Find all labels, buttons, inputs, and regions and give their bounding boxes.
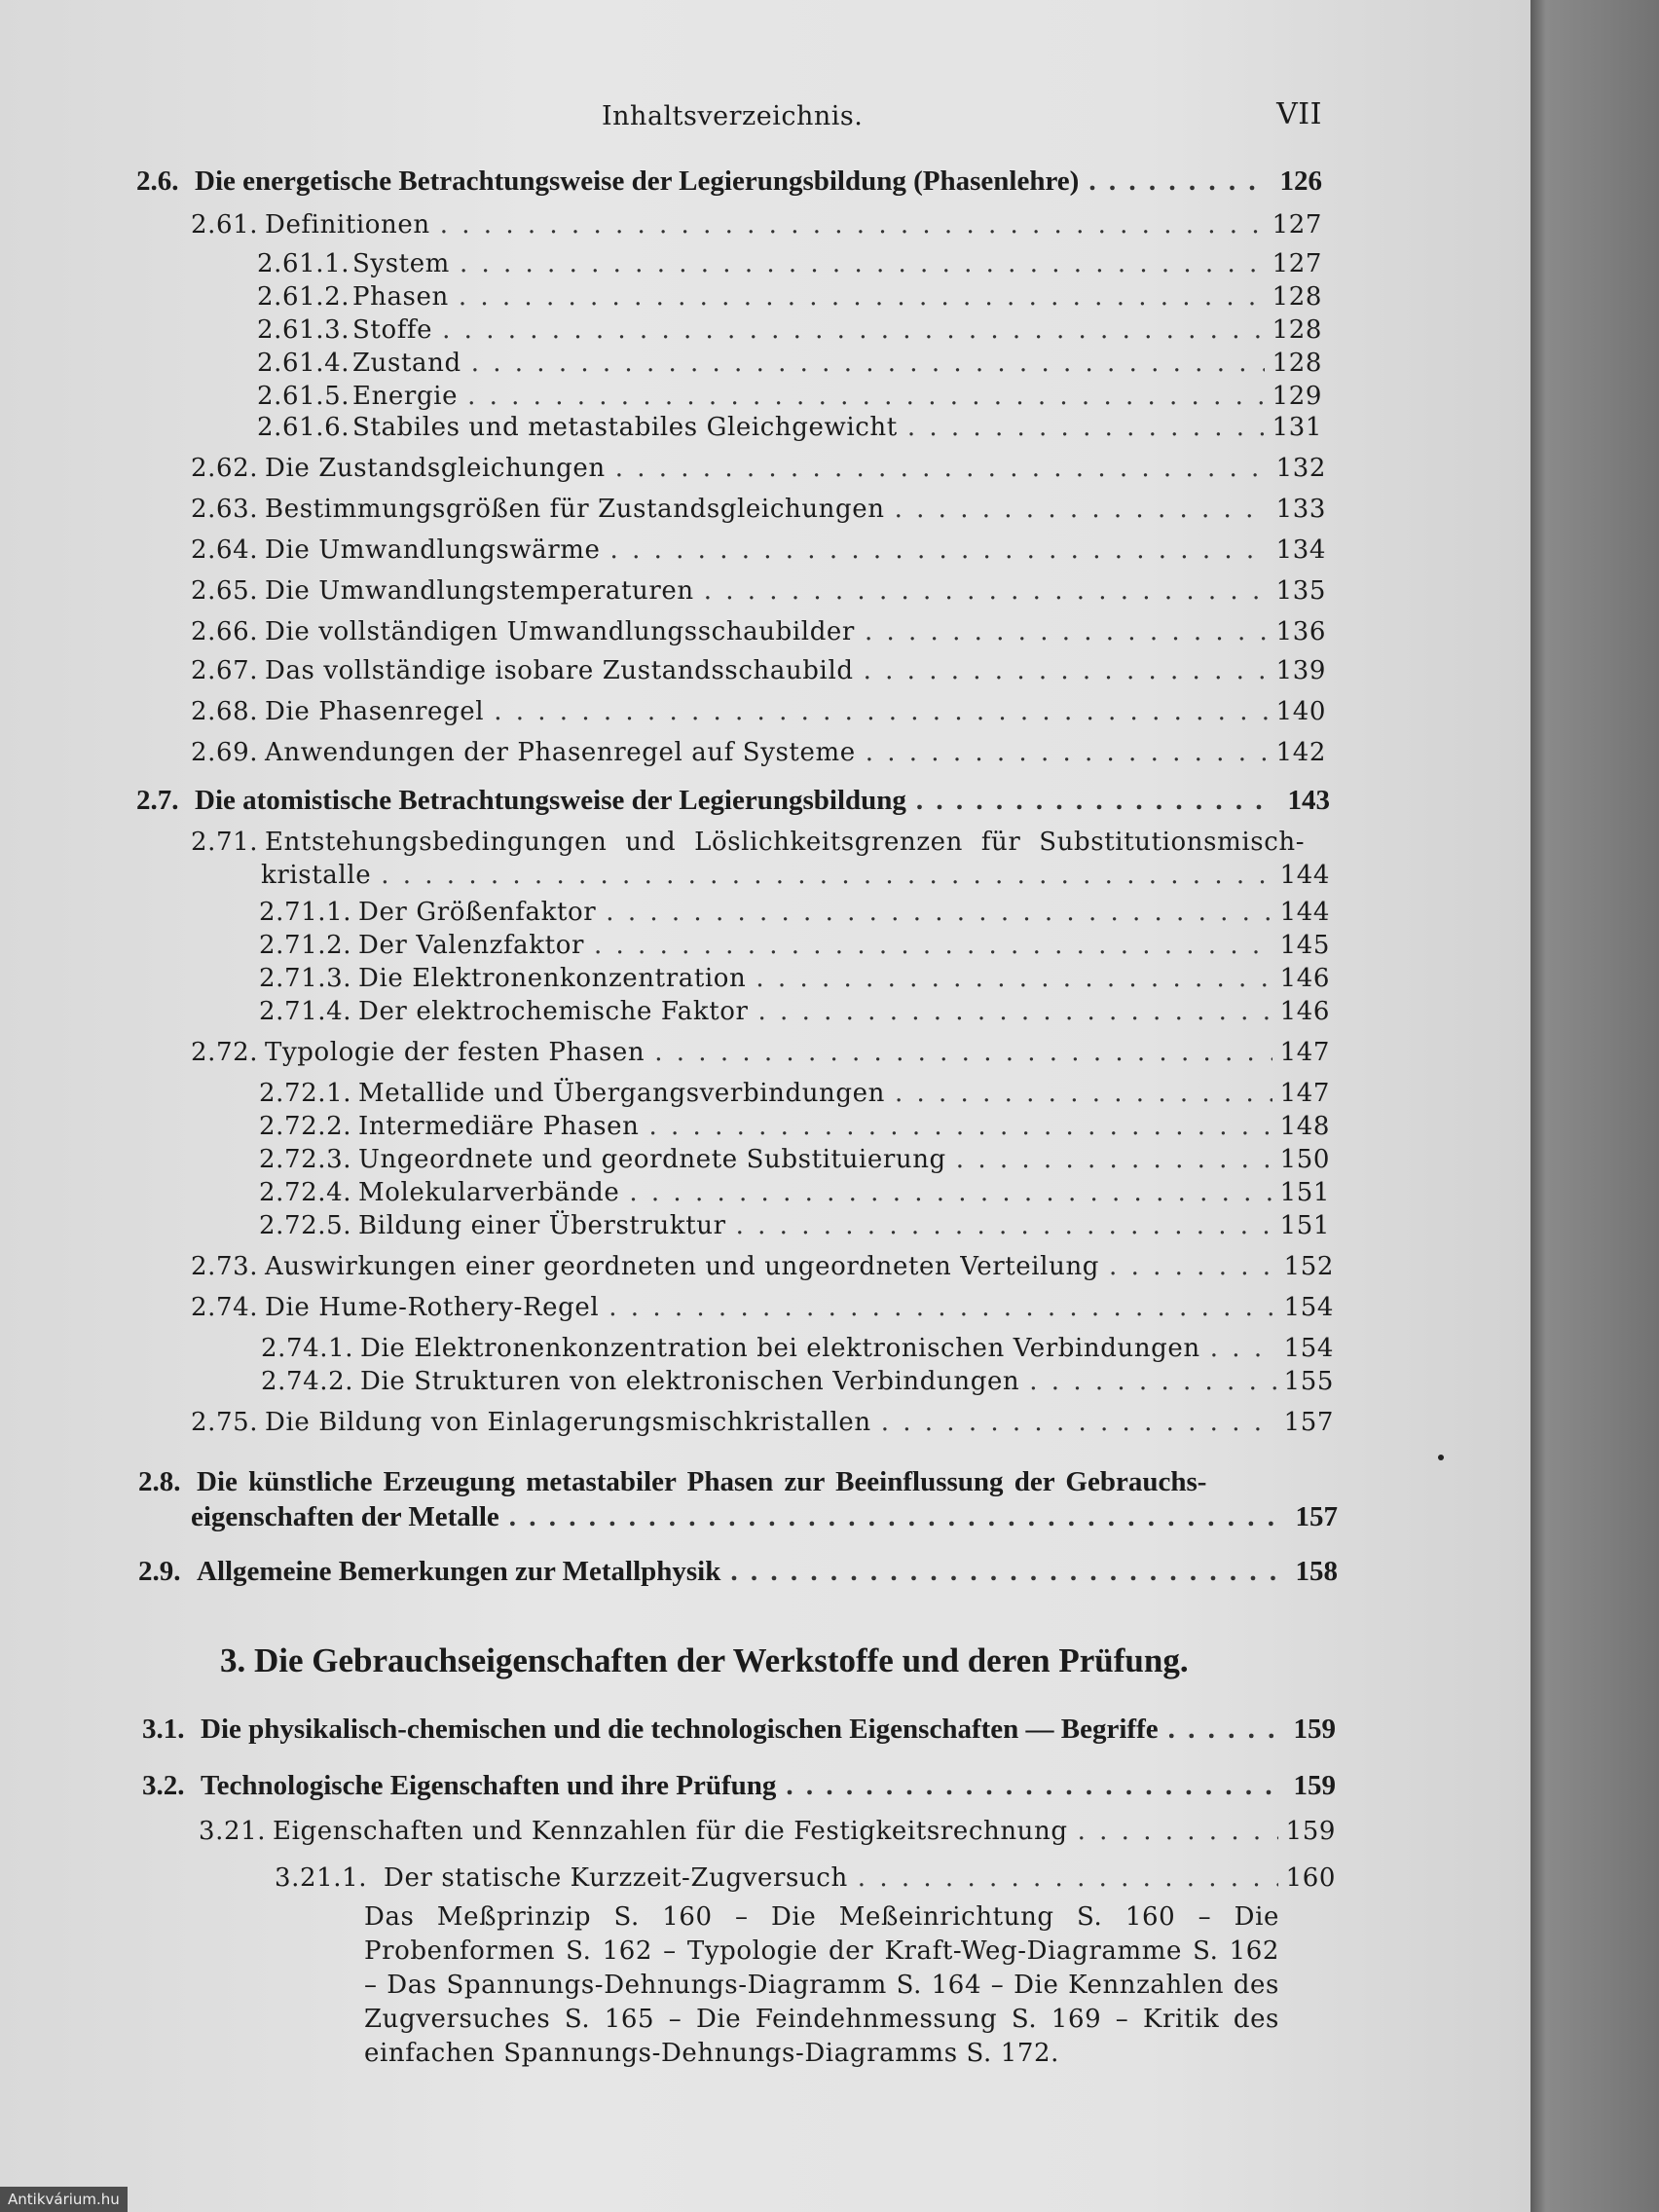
- dot-leader: [440, 210, 1265, 240]
- toc-title: Molekularverbände: [358, 1178, 620, 1207]
- dot-leader: [907, 413, 1265, 442]
- toc-entry-2-9: [138, 1556, 1338, 1588]
- toc-title: Metallide und Übergangsverbindungen: [358, 1079, 885, 1108]
- header-page-number: VII: [1276, 97, 1322, 131]
- toc-title: Zustand: [352, 349, 461, 378]
- toc-page: 129: [1272, 382, 1322, 411]
- toc-title: Die Phasenregel: [265, 697, 485, 726]
- toc-entry-2-72-5: [259, 1211, 1330, 1240]
- toc-entry-3-2: [142, 1770, 1336, 1802]
- dot-leader: [459, 282, 1265, 312]
- toc-title: Phasen: [352, 282, 449, 312]
- toc-entry-2-68: [191, 697, 1326, 726]
- toc-title: Die künstliche Erzeugung metastabiler Phasen zur Beeinflussung der Gebrauchs-: [197, 1466, 1207, 1497]
- toc-page: 152: [1283, 1252, 1334, 1281]
- toc-page: 154: [1283, 1334, 1334, 1363]
- toc-page: 151: [1279, 1178, 1330, 1207]
- dot-leader: [786, 1770, 1281, 1802]
- toc-title: Die atomistische Betrachtungsweise der Legierungsbildung: [195, 785, 906, 816]
- toc-page: 136: [1275, 617, 1326, 646]
- toc-page: 160: [1285, 1863, 1336, 1893]
- toc-page: 128: [1272, 315, 1322, 345]
- toc-number: 2.7.: [136, 785, 179, 816]
- toc-number: 2.72.3.: [259, 1145, 352, 1174]
- dot-leader: [494, 697, 1268, 726]
- toc-entry-2-74-2: [261, 1367, 1334, 1396]
- toc-title: Die Bildung von Einlagerungsmischkristallen: [265, 1408, 871, 1437]
- toc-entry-2-74: [191, 1293, 1334, 1322]
- toc-page: 132: [1275, 454, 1326, 483]
- dot-leader: [1210, 1334, 1276, 1363]
- toc-number: 2.75.: [191, 1408, 259, 1437]
- running-header: [0, 95, 1530, 134]
- chapter-heading: 3. Die Gebrauchseigenschaften der Werkstoffe und deren Prüfung.: [220, 1641, 1189, 1679]
- toc-number: 3.21.: [199, 1817, 267, 1846]
- toc-entry-2-61-4: [257, 349, 1322, 378]
- toc-title: Definitionen: [265, 210, 430, 240]
- toc-number: 2.71.4.: [259, 997, 352, 1026]
- toc-entry-2-71-1: [259, 898, 1330, 927]
- toc-title: Ungeordnete und geordnete Substituierung: [358, 1145, 946, 1174]
- toc-entry-2-65: [191, 576, 1326, 606]
- toc-entry-2-72-3: [259, 1145, 1330, 1174]
- toc-entry-2-63: [191, 495, 1326, 524]
- ink-speck: [1438, 1455, 1444, 1460]
- dot-leader: [736, 1211, 1272, 1240]
- dot-leader: [756, 964, 1272, 993]
- toc-entry-2-67: [191, 656, 1326, 685]
- toc-number: 2.61.5.: [257, 382, 350, 411]
- toc-number: 2.67.: [191, 656, 259, 685]
- toc-entry-2-61-3: [257, 315, 1322, 345]
- toc-page: 133: [1275, 495, 1326, 524]
- toc-title-continuation: kristalle: [261, 861, 372, 890]
- toc-entry-2-62: [191, 454, 1326, 483]
- toc-page: 128: [1272, 349, 1322, 378]
- toc-title: Anwendungen der Phasenregel auf Systeme: [265, 738, 856, 767]
- toc-entry-2-61-6: [257, 413, 1322, 442]
- dot-leader: [654, 1038, 1272, 1067]
- dot-leader: [758, 997, 1272, 1026]
- toc-title: Entstehungsbedingungen und Löslichkeitsgrenzen für Substitutionsmisch-: [265, 828, 1306, 857]
- toc-number: 2.61.: [191, 210, 259, 240]
- dot-leader: [460, 249, 1265, 278]
- toc-page: 139: [1275, 656, 1326, 685]
- toc-number: 2.61.3.: [257, 315, 350, 345]
- dot-leader: [381, 861, 1272, 890]
- toc-number: 2.69.: [191, 738, 259, 767]
- toc-entry-2-6: [136, 166, 1322, 198]
- toc-entry-2-61-1: [257, 249, 1322, 278]
- toc-title: Typologie der festen Phasen: [265, 1038, 645, 1067]
- toc-title: Eigenschaften und Kennzahlen für die Festigkeitsrechnung: [273, 1817, 1068, 1846]
- toc-number: 2.68.: [191, 697, 259, 726]
- toc-number: 2.61.2.: [257, 282, 350, 312]
- toc-page: 134: [1275, 535, 1326, 565]
- toc-number: 2.74.1.: [261, 1334, 354, 1363]
- toc-entry-2-71-2: [259, 931, 1330, 960]
- toc-entry-2-8-continuation: [191, 1501, 1338, 1533]
- toc-entry-2-72-1: [259, 1079, 1330, 1108]
- toc-entry-2-8: [138, 1466, 1338, 1498]
- toc-page: 140: [1275, 697, 1326, 726]
- toc-page: 159: [1285, 1817, 1336, 1846]
- toc-page: 146: [1279, 964, 1330, 993]
- dot-leader: [594, 931, 1272, 960]
- dot-leader: [1088, 166, 1268, 198]
- toc-page: 142: [1275, 738, 1326, 767]
- toc-entry-3-21: [199, 1817, 1336, 1846]
- dot-leader: [1029, 1367, 1275, 1396]
- watermark: Antikvárium.hu: [0, 2187, 128, 2212]
- toc-page: 146: [1279, 997, 1330, 1026]
- dot-leader: [730, 1556, 1283, 1588]
- toc-title: Stabiles und metastabiles Gleichgewicht: [352, 413, 898, 442]
- toc-entry-2-72-4: [259, 1178, 1330, 1207]
- toc-title: Der Valenzfaktor: [358, 931, 584, 960]
- toc-entry-2-72-2: [259, 1112, 1330, 1141]
- toc-page: 135: [1275, 576, 1326, 606]
- toc-entry-2-61-5: [257, 382, 1322, 411]
- toc-number: 2.71.1.: [259, 898, 352, 927]
- toc-title: Auswirkungen einer geordneten und ungeordneten Verteilung: [265, 1252, 1100, 1281]
- toc-entry-2-72: [191, 1038, 1330, 1067]
- toc-page: 147: [1279, 1038, 1330, 1067]
- toc-title: Bildung einer Überstruktur: [358, 1211, 726, 1240]
- toc-number: 2.72.5.: [259, 1211, 352, 1240]
- toc-number: 2.71.3.: [259, 964, 352, 993]
- dot-leader: [615, 454, 1269, 483]
- toc-page: 148: [1279, 1112, 1330, 1141]
- toc-number: 2.61.1.: [257, 249, 350, 278]
- toc-title: Die Elektronenkonzentration bei elektronischen Verbindungen: [360, 1334, 1200, 1363]
- toc-number: 2.61.4.: [257, 349, 350, 378]
- toc-entry-2-74-1: [261, 1334, 1334, 1363]
- toc-number: 2.74.2.: [261, 1367, 354, 1396]
- toc-entry-3-21-1: [275, 1863, 1336, 1893]
- dot-leader: [895, 1079, 1272, 1108]
- toc-page: 128: [1272, 282, 1322, 312]
- dot-leader: [606, 898, 1272, 927]
- toc-entry-2-75: [191, 1408, 1334, 1437]
- toc-number: 2.65.: [191, 576, 259, 606]
- toc-title: Der Größenfaktor: [358, 898, 597, 927]
- toc-page: 147: [1279, 1079, 1330, 1108]
- toc-number: 2.8.: [138, 1466, 181, 1497]
- toc-page: 144: [1279, 898, 1330, 927]
- toc-entry-2-71-4: [259, 997, 1330, 1026]
- toc-number: 2.72.4.: [259, 1178, 352, 1207]
- toc-number: 2.61.6.: [257, 413, 350, 442]
- toc-number: 2.9.: [138, 1556, 181, 1587]
- toc-number: 3.2.: [142, 1770, 185, 1801]
- toc-entry-2-66: [191, 617, 1326, 646]
- toc-page: 159: [1293, 1714, 1336, 1745]
- toc-title: Die physikalisch-chemischen und die technologischen Eigenschaften — Begriffe: [201, 1714, 1159, 1745]
- dot-leader: [442, 315, 1264, 345]
- dot-leader: [509, 1501, 1283, 1533]
- dot-leader: [467, 382, 1264, 411]
- dot-leader: [471, 349, 1265, 378]
- toc-entry-2-64: [191, 535, 1326, 565]
- toc-title-continuation: eigenschaften der Metalle: [191, 1501, 499, 1532]
- toc-page: 155: [1283, 1367, 1334, 1396]
- dot-leader: [858, 1863, 1278, 1893]
- toc-page: 145: [1279, 931, 1330, 960]
- subsection-summary: Das Meßprinzip S. 160 – Die Meßeinrichtung S. 160 – Die Probenformen S. 162 – Typologie der Kraft-Weg-Diagramme S. 162 – Das Spannungs-Dehnungs-Diagramm S. 164 – Die Kennzahlen des Zugversuches S. 165 – Die Feindehnmessung S. 169 – Kritik des einfachen Spannungs-Dehnungs-Diagramms S. 172.: [364, 1902, 1279, 2068]
- toc-number: 3.21.1.: [275, 1863, 368, 1893]
- toc-page: 150: [1279, 1145, 1330, 1174]
- dot-leader: [704, 576, 1269, 606]
- toc-entry-2-71: [191, 828, 1330, 857]
- toc-title: Der statische Kurzzeit-Zugversuch: [384, 1863, 848, 1893]
- toc-title: Die Zustandsgleichungen: [265, 454, 606, 483]
- toc-number: 2.66.: [191, 617, 259, 646]
- toc-number: 2.74.: [191, 1293, 259, 1322]
- toc-entry-3-1: [142, 1714, 1336, 1746]
- toc-entry-2-71-3: [259, 964, 1330, 993]
- toc-title: Technologische Eigenschaften und ihre Prüfung: [201, 1770, 777, 1801]
- dot-leader: [895, 495, 1269, 524]
- toc-title: Die Elektronenkonzentration: [358, 964, 747, 993]
- dot-leader: [881, 1408, 1276, 1437]
- toc-title: Das vollständige isobare Zustandsschaubild: [265, 656, 854, 685]
- toc-entry-2-7: [136, 785, 1330, 817]
- toc-number: 2.72.: [191, 1038, 259, 1067]
- dot-leader: [916, 785, 1275, 817]
- toc-page: 159: [1293, 1770, 1336, 1801]
- dot-leader: [1168, 1714, 1281, 1746]
- toc-title: Die vollständigen Umwandlungsschaubilder: [265, 617, 855, 646]
- dot-leader: [865, 617, 1269, 646]
- dot-leader: [610, 535, 1269, 565]
- dot-leader: [629, 1178, 1272, 1207]
- toc-number: 2.64.: [191, 535, 259, 565]
- dot-leader: [1078, 1817, 1278, 1846]
- toc-page: 126: [1279, 166, 1322, 197]
- toc-page: 127: [1272, 249, 1322, 278]
- toc-page: 154: [1283, 1293, 1334, 1322]
- toc-entry-2-61-2: [257, 282, 1322, 312]
- toc-title: System: [352, 249, 450, 278]
- toc-number: 2.6.: [136, 166, 179, 197]
- toc-entry-2-71-continuation: [261, 861, 1330, 890]
- toc-title: Stoffe: [352, 315, 433, 345]
- toc-title: Die Umwandlungstemperaturen: [265, 576, 694, 606]
- toc-number: 2.72.1.: [259, 1079, 352, 1108]
- dot-leader: [608, 1293, 1275, 1322]
- toc-page: 157: [1295, 1501, 1338, 1532]
- toc-title: Die Umwandlungswärme: [265, 535, 601, 565]
- toc-page: 127: [1272, 210, 1322, 240]
- toc-page: 158: [1295, 1556, 1338, 1587]
- toc-title: Energie: [352, 382, 459, 411]
- toc-entry-2-61: [191, 210, 1322, 240]
- toc-page: 157: [1283, 1408, 1334, 1437]
- toc-title: Die energetische Betrachtungsweise der Legierungsbildung (Phasenlehre): [195, 166, 1080, 197]
- dot-leader: [864, 656, 1269, 685]
- toc-number: 2.63.: [191, 495, 259, 524]
- toc-title: Die Hume-Rothery-Regel: [265, 1293, 600, 1322]
- toc-entry-2-69: [191, 738, 1326, 767]
- book-gutter: [1530, 0, 1659, 2212]
- toc-entry-2-73: [191, 1252, 1334, 1281]
- toc-title: Der elektrochemische Faktor: [358, 997, 749, 1026]
- dot-leader: [956, 1145, 1272, 1174]
- toc-number: 2.71.2.: [259, 931, 352, 960]
- toc-number: 2.72.2.: [259, 1112, 352, 1141]
- toc-page: 144: [1279, 861, 1330, 890]
- toc-number: 2.73.: [191, 1252, 259, 1281]
- toc-page: 143: [1287, 785, 1330, 816]
- dot-leader: [648, 1112, 1272, 1141]
- toc-page: 151: [1279, 1211, 1330, 1240]
- toc-title: Die Strukturen von elektronischen Verbindungen: [360, 1367, 1020, 1396]
- dot-leader: [866, 738, 1269, 767]
- toc-number: 3.1.: [142, 1714, 185, 1745]
- toc-title: Intermediäre Phasen: [358, 1112, 640, 1141]
- dot-leader: [1109, 1252, 1276, 1281]
- toc-number: 2.71.: [191, 828, 259, 857]
- toc-title: Allgemeine Bemerkungen zur Metallphysik: [197, 1556, 721, 1587]
- toc-page: 131: [1272, 413, 1322, 442]
- toc-number: 2.62.: [191, 454, 259, 483]
- toc-title: Bestimmungsgrößen für Zustandsgleichungen: [265, 495, 885, 524]
- header-title: Inhaltsverzeichnis.: [602, 101, 864, 131]
